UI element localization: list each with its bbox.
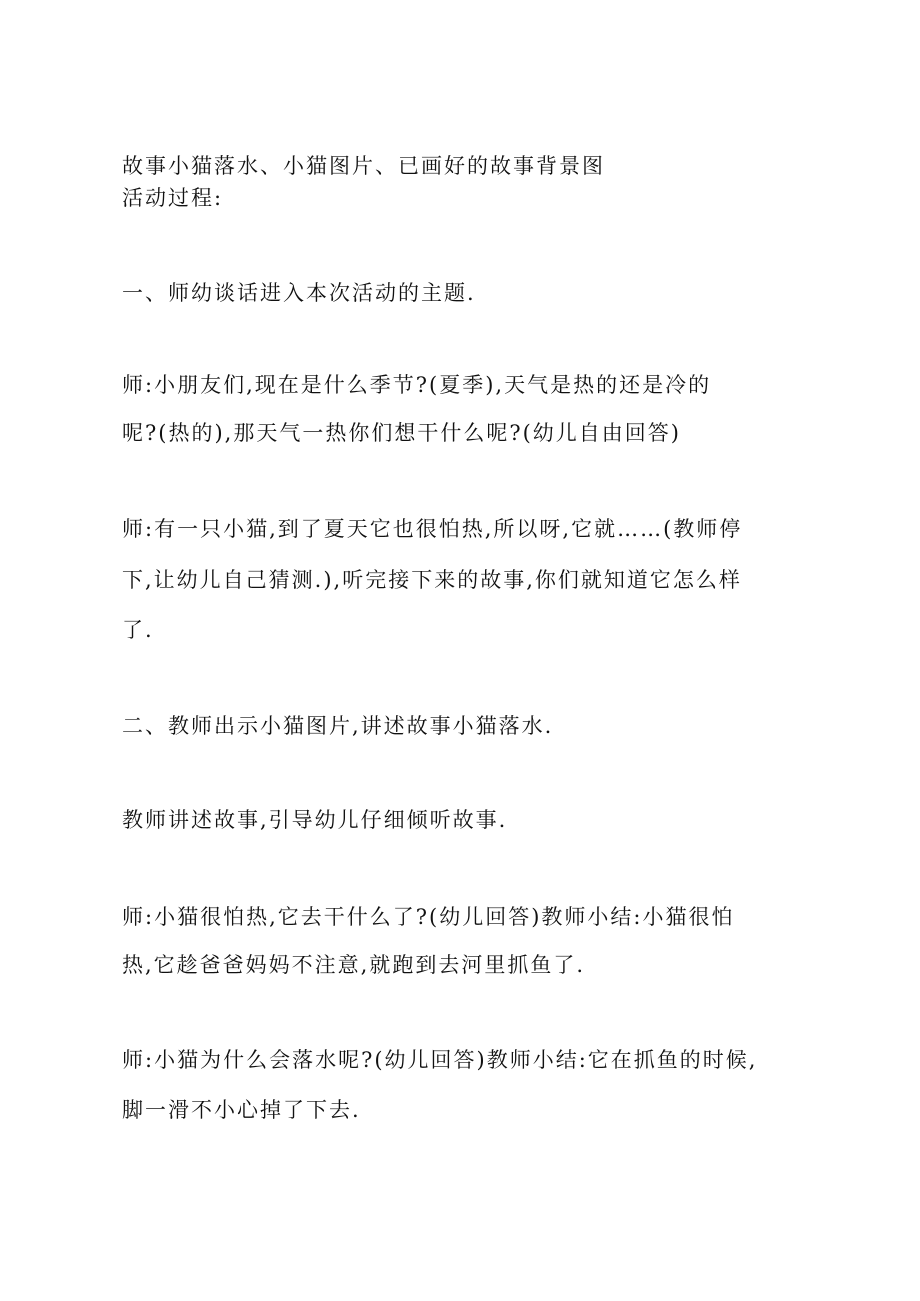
paragraph-2-line-3: 了. — [122, 618, 154, 642]
paragraph-1-line-2: 呢?(热的),那天气一热你们想干什么呢?(幼儿自由回答) — [122, 421, 681, 445]
paragraph-2-line-1: 师:有一只小猫,到了夏天它也很怕热,所以呀,它就……(教师停 — [122, 517, 743, 541]
paragraph-2-line-2: 下,让幼儿自己猜测.),听完接下来的故事,你们就知道它怎么样 — [122, 568, 742, 592]
process-heading: 活动过程: — [122, 186, 224, 210]
paragraph-1-line-1: 师:小朋友们,现在是什么季节?(夏季),天气是热的还是冷的 — [122, 373, 712, 397]
paragraph-4-line-2: 热,它趁爸爸妈妈不注意,就跑到去河里抓鱼了. — [122, 953, 586, 977]
paragraph-3: 教师讲述故事,引导幼儿仔细倾听故事. — [122, 808, 508, 832]
materials-line: 故事小猫落水、小猫图片、已画好的故事背景图 — [122, 154, 605, 178]
section-2-title: 二、教师出示小猫图片,讲述故事小猫落水. — [122, 714, 554, 738]
paragraph-4-line-1: 师:小猫很怕热,它去干什么了?(幼儿回答)教师小结:小猫很怕 — [122, 905, 735, 929]
section-1-title: 一、师幼谈话进入本次活动的主题. — [122, 281, 476, 305]
paragraph-5-line-1: 师:小猫为什么会落水呢?(幼儿回答)教师小结:它在抓鱼的时候, — [122, 1048, 758, 1072]
paragraph-5-line-2: 脚一滑不小心掉了下去. — [122, 1098, 361, 1122]
